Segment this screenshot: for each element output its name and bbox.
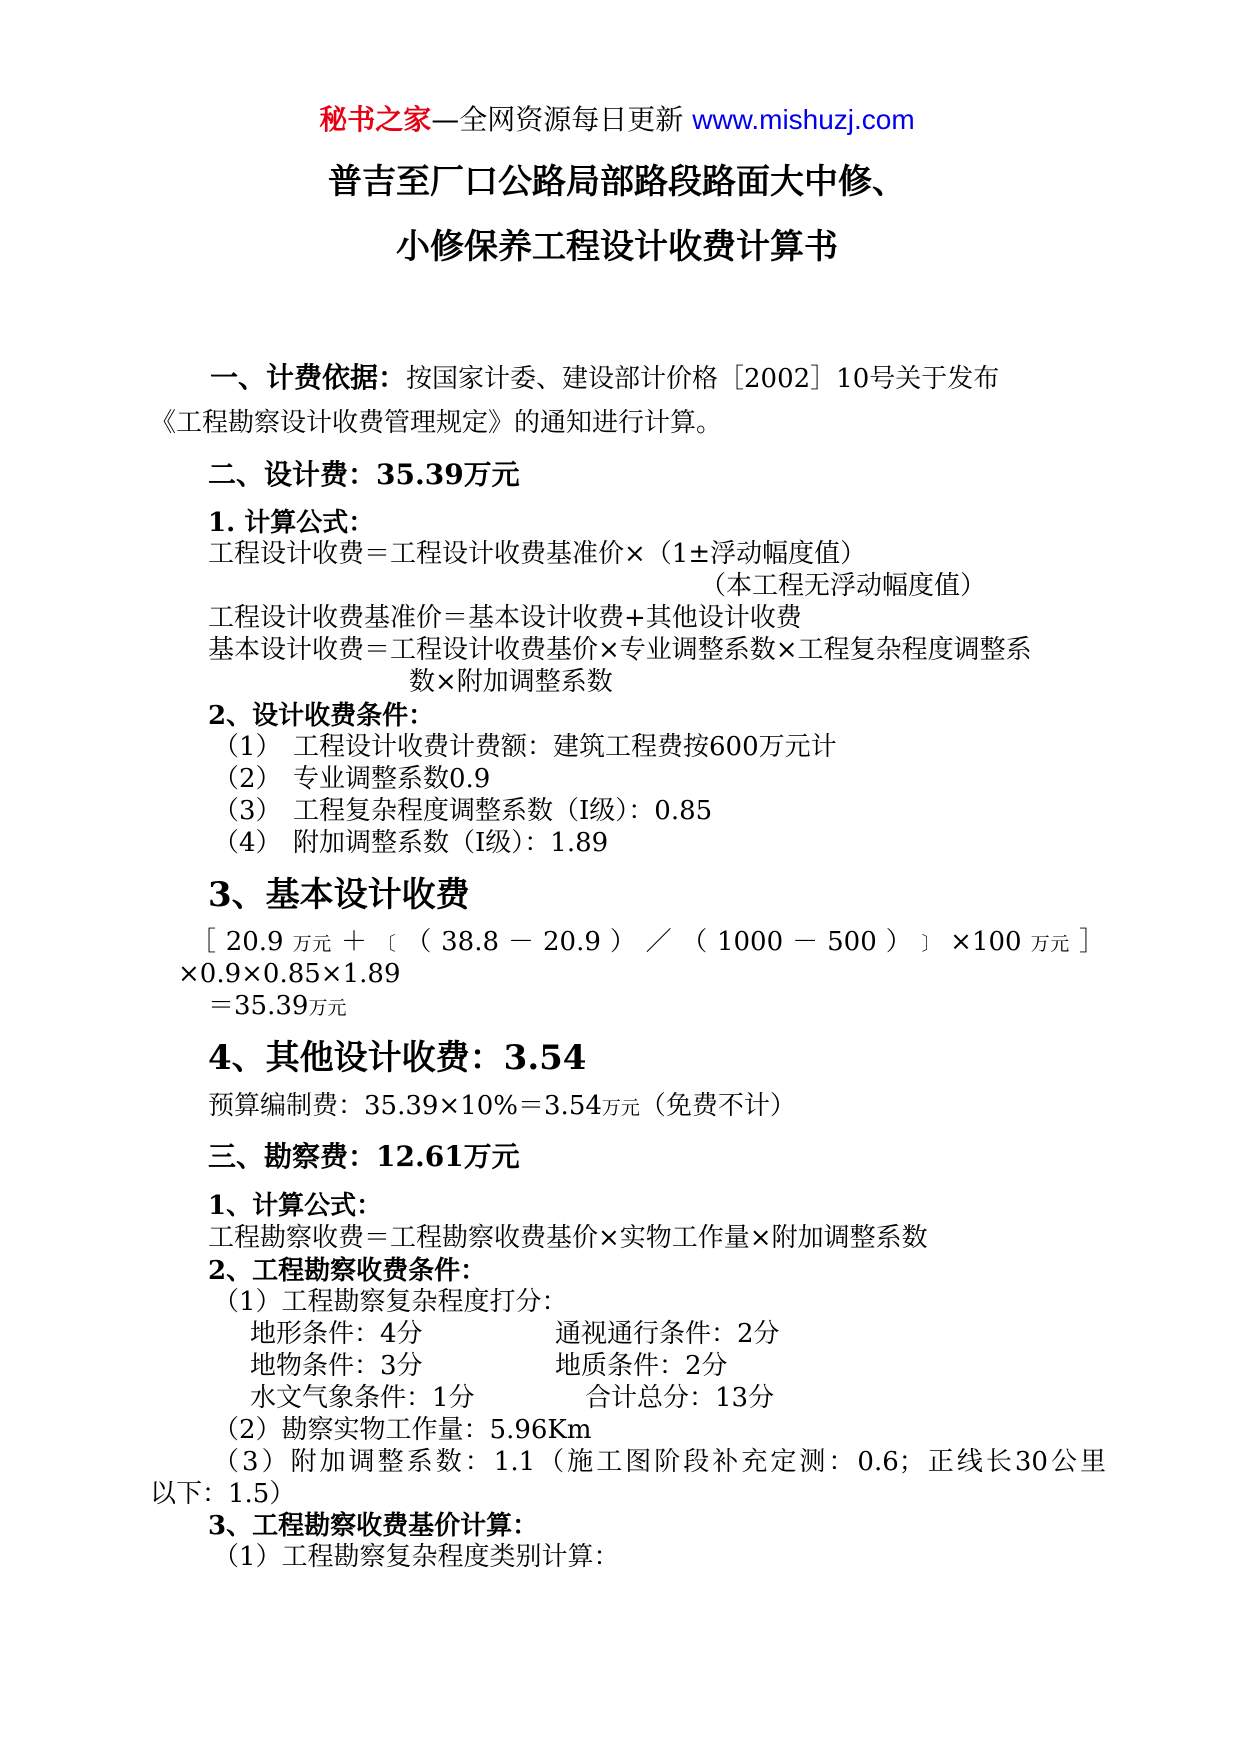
formula-part: 〔 bbox=[376, 933, 397, 955]
section-2-heading: 二、设计费：35.39万元 bbox=[208, 458, 520, 491]
formula-part: （ bbox=[681, 927, 708, 957]
score-visibility: 通视通行条件：2分 bbox=[555, 1319, 780, 1349]
s3-p3-heading: 3、工程勘察收费基价计算： bbox=[208, 1511, 539, 1541]
formula-part: ］ bbox=[1078, 927, 1105, 957]
formula-unit: 万元 bbox=[308, 997, 347, 1019]
s3-p3-c1: （1）工程勘察复杂程度类别计算： bbox=[213, 1542, 620, 1572]
s2-p1-heading: 1. 计算公式： bbox=[208, 508, 375, 538]
formula-part: 20.9 bbox=[225, 927, 284, 957]
item-text: 工程复杂程度调整系数（Ⅰ级）：0.85 bbox=[293, 796, 713, 826]
item-text: 附加调整系数（Ⅰ级）：1.89 bbox=[293, 828, 609, 858]
section-1-heading: 一、计费依据： bbox=[210, 361, 407, 394]
item-number: （2） bbox=[213, 764, 282, 794]
formula-part: 38.8 bbox=[441, 927, 499, 957]
formula-part: 1000 bbox=[716, 927, 784, 957]
s2-p1-line-3: 工程设计收费基准价＝基本设计收费+其他设计收费 bbox=[208, 603, 802, 633]
site-name: 秘书之家 bbox=[319, 103, 432, 136]
budget-fee-unit: 万元 bbox=[601, 1097, 640, 1119]
budget-fee-text: 预算编制费：35.39×10%＝3.54 bbox=[208, 1091, 602, 1121]
s2-p2-heading: 2、设计收费条件： bbox=[208, 701, 435, 731]
score-total: 合计总分：13分 bbox=[585, 1383, 775, 1413]
s2-p3-formula-line-2: ×0.9×0.85×1.89 bbox=[178, 959, 401, 989]
formula-part: ＋ bbox=[341, 927, 368, 957]
s3-p2-heading: 2、工程勘察收费条件： bbox=[208, 1256, 487, 1286]
s3-p2-c2: （2）勘察实物工作量：5.96Km bbox=[213, 1415, 592, 1445]
formula-part: 20.9 bbox=[542, 927, 601, 957]
s2-p3-heading: 3、基本设计收费 bbox=[208, 875, 470, 915]
section-1-text-b: 《工程勘察设计收费管理规定》的通知进行计算。 bbox=[150, 408, 723, 438]
section-1-line-1 bbox=[210, 362, 999, 395]
item-text: 专业调整系数0.9 bbox=[293, 764, 491, 794]
formula-part: （ bbox=[405, 927, 433, 957]
formula-result: ＝35.39 bbox=[208, 991, 309, 1021]
score-geology: 地质条件：2分 bbox=[555, 1351, 728, 1381]
doc-title-line-2: 小修保养工程设计收费计算书 bbox=[396, 227, 838, 267]
formula-part: ／ bbox=[645, 927, 673, 957]
s3-p2-c3-line-2: 以下：1.5） bbox=[150, 1479, 296, 1509]
formula-part: － bbox=[792, 927, 819, 957]
score-objects: 地物条件：3分 bbox=[250, 1351, 423, 1381]
site-url[interactable]: www.mishuzj.com bbox=[692, 104, 915, 135]
section-3-heading: 三、勘察费：12.61万元 bbox=[208, 1140, 520, 1173]
s2-p3-formula-line-1 bbox=[190, 928, 1105, 958]
score-hydro: 水文气象条件：1分 bbox=[250, 1383, 475, 1413]
s2-p1-line-1: 工程设计收费＝工程设计收费基准价×（1±浮动幅度值） bbox=[208, 539, 867, 569]
s3-p1-heading: 1、计算公式： bbox=[208, 1191, 383, 1221]
s3-p1-formula: 工程勘察收费＝工程勘察收费基价×实物工作量×附加调整系数 bbox=[208, 1223, 928, 1253]
s2-p4-text bbox=[208, 1092, 796, 1122]
formula-part: ×100 bbox=[950, 927, 1022, 957]
s3-p2-c1: （1）工程勘察复杂程度打分： bbox=[213, 1287, 568, 1317]
formula-part: － bbox=[507, 927, 534, 957]
budget-fee-note: （免费不计） bbox=[639, 1091, 796, 1121]
formula-part: ［ bbox=[190, 927, 217, 957]
formula-part: 〕 bbox=[921, 933, 942, 955]
formula-unit: 万元 bbox=[292, 933, 333, 955]
item-text: 工程设计收费计费额：建筑工程费按600万元计 bbox=[293, 732, 837, 762]
site-slogan: —全网资源每日更新 bbox=[431, 103, 684, 136]
item-number: （1） bbox=[213, 732, 282, 762]
s2-p2-item bbox=[213, 765, 490, 795]
s2-p2-item bbox=[213, 829, 608, 859]
item-number: （3） bbox=[213, 796, 282, 826]
item-number: （4） bbox=[213, 828, 282, 858]
score-terrain: 地形条件：4分 bbox=[250, 1319, 423, 1349]
s2-p1-line-5: 数×附加调整系数 bbox=[409, 667, 613, 697]
site-header bbox=[0, 104, 1234, 136]
doc-title-line-1: 普吉至厂口公路局部路段路面大中修、 bbox=[328, 162, 906, 202]
s3-p2-c3-line-1: （3）附加调整系数：1.1（施工图阶段补充定测：0.6；正线长30公里 bbox=[213, 1447, 1106, 1477]
s2-p1-line-4: 基本设计收费＝工程设计收费基价×专业调整系数×工程复杂程度调整系 bbox=[208, 635, 1032, 665]
section-1-text-a: 按国家计委、建设部计价格［2002］10号关于发布 bbox=[406, 364, 1000, 394]
formula-unit: 万元 bbox=[1030, 933, 1070, 955]
formula-part: 500 bbox=[827, 927, 877, 957]
s2-p2-item bbox=[213, 797, 712, 827]
s2-p2-item bbox=[213, 733, 837, 763]
formula-part: ） bbox=[885, 927, 913, 957]
s2-p4-heading: 4、其他设计收费：3.54 bbox=[208, 1038, 587, 1078]
formula-part: ） bbox=[609, 927, 637, 957]
s2-p1-line-2: （本工程无浮动幅度值） bbox=[700, 571, 987, 601]
s2-p3-formula-line-3 bbox=[208, 992, 346, 1022]
